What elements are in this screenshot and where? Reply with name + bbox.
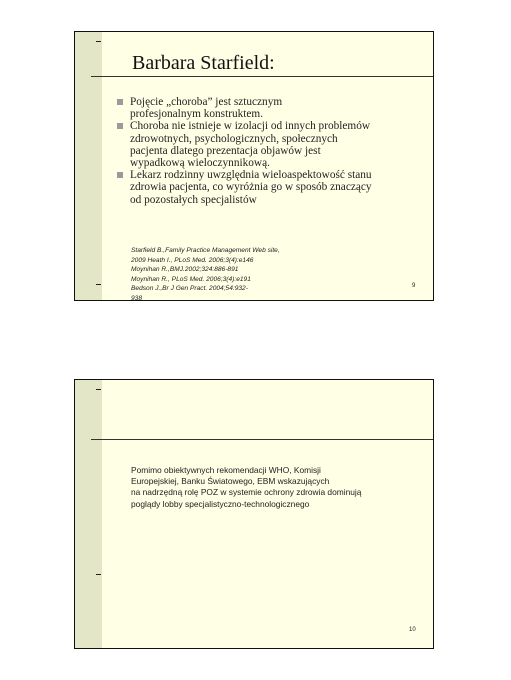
corner-tick [96,389,101,390]
bullet-item: Pojęcie „choroba” jest sztucznym profesjonalnym konstruktem. [115,96,395,120]
corner-tick [96,284,101,285]
bullet-list [115,96,395,206]
body-line: na nadrzędną rolę POZ w systemie ochrony zdrowia dominują [131,487,362,498]
reference-line: Moynihan R.,BMJ.2002;324:886-891 [131,266,239,274]
slide-title: Barbara Starfield: [132,52,275,74]
bullet-item: Lekarz rodzinny uwzględnia wieloaspektowość stanu zdrowia pacjenta, co wyróżnia go w sposób znaczący od pozostałych specjalistów [115,169,395,206]
slide-body [131,465,421,510]
reference-line: 2009 Heath I., PLoS Med. 2006;3(4):e146 [131,256,254,264]
corner-tick [96,574,101,575]
title-rule [91,76,433,77]
slide-1 [74,31,434,301]
page-number: 10 [409,627,416,633]
page-number: 9 [412,283,416,289]
square-bullet-icon [117,172,123,178]
reference-line: Starfield B.,Family Practice Management Web site, [131,247,280,254]
square-bullet-icon [117,99,123,105]
corner-tick [96,41,101,42]
body-line: Europejskiej, Banku Światowego, EBM wskazujących [131,476,330,487]
title-rule [91,439,433,440]
square-bullet-icon [117,123,123,129]
references [131,246,280,304]
body-line: Pomimo obiektywnych rekomendacji WHO, Komisji [131,465,321,475]
reference-line: Bedson J.,Br J Gen Pract. 2004;54:932- [131,285,248,293]
slide-sidebar [75,32,102,300]
slide-2 [74,379,434,649]
reference-line: 938 [131,294,143,302]
slide-sidebar [75,380,102,648]
bullet-item: Choroba nie istnieje w izolacji od innych problemów zdrowotnych, psychologicznych, społecznych pacjenta dlatego prezentacja objawów jest wypadkową wieloczynnikową. [115,120,395,169]
reference-line: Moynihan R., PLoS Med. 2006;3(4):e191 [131,275,251,283]
body-line: poglądy lobby specjalistyczno-technologicznego [131,498,310,509]
